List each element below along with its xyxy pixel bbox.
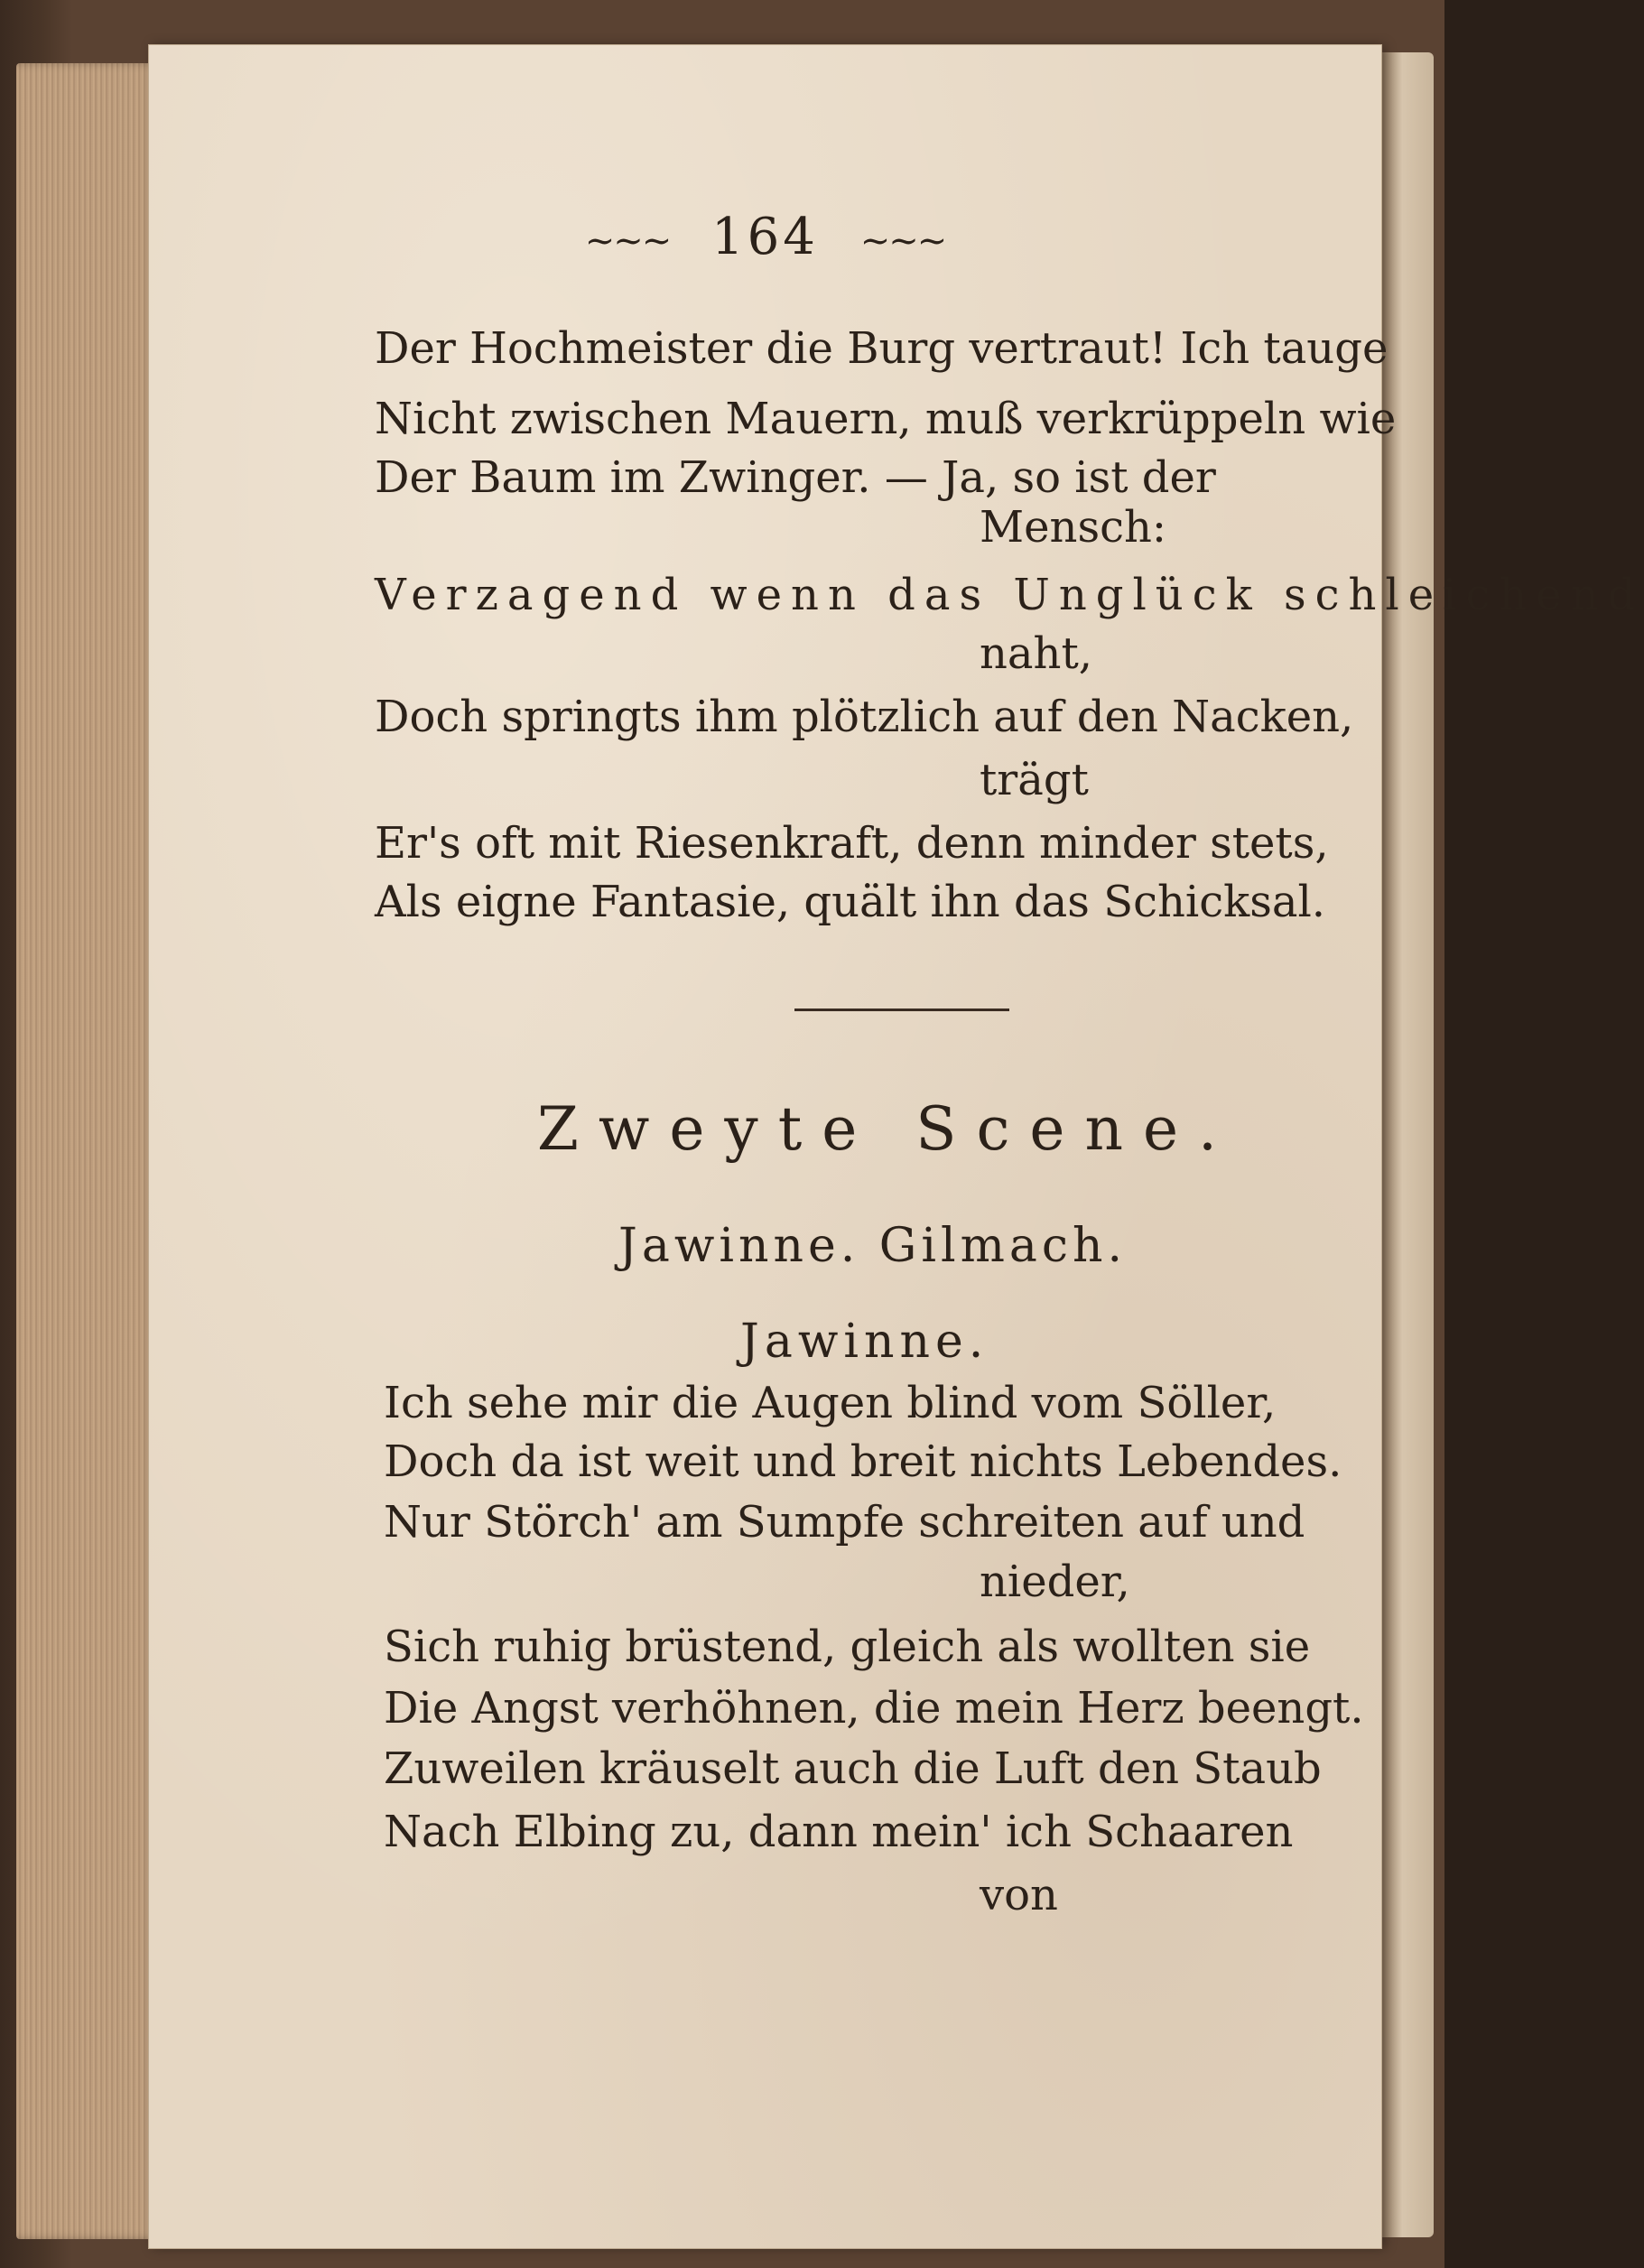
verse-line: Der Hochmeister die Burg vertraut! Ich tauge — [375, 323, 1389, 374]
verse-line: Verzagend wenn das Unglück schleichend — [375, 570, 1644, 620]
verse-line-turnover: Mensch: — [980, 502, 1167, 553]
verse-line: Doch springts ihm plötzlich auf den Nacken, — [375, 692, 1354, 742]
verse-line: Nicht zwischen Mauern, muß verkrüppeln wie — [375, 394, 1397, 444]
verse-line: Die Angst verhöhnen, die mein Herz beengt. — [384, 1683, 1364, 1734]
speaker-name: Jawinne. — [740, 1315, 989, 1369]
scene-title: Zweyte Scene. — [537, 1094, 1238, 1164]
verse-line-turnover: von — [980, 1870, 1058, 1920]
header-ornament-left: ~~~ — [584, 219, 671, 262]
book-page — [149, 45, 1644, 2248]
verse-line-turnover: naht, — [980, 628, 1092, 679]
verse-line-turnover: trägt — [980, 755, 1089, 805]
verse-line: Nur Störch' am Sumpfe schreiten auf und — [384, 1497, 1305, 1548]
verse-line: Als eigne Fantasie, quält ihn das Schicksal. — [375, 877, 1326, 927]
verse-line: Der Baum im Zwinger. — Ja, so ist der — [375, 452, 1216, 503]
verse-line: Er's oft mit Riesenkraft, denn minder stets, — [375, 818, 1329, 869]
page-header — [149, 208, 1381, 266]
facing-page-edge — [1381, 52, 1434, 2237]
persons-list: Jawinne. Gilmach. — [618, 1219, 1128, 1273]
section-divider — [794, 1009, 1009, 1011]
verse-line: Zuweilen kräuselt auch die Luft den Staub — [384, 1743, 1322, 1794]
verse-line: Doch da ist weit und breit nichts Lebendes. — [384, 1436, 1342, 1487]
verse-line: Nach Elbing zu, dann mein' ich Schaaren — [384, 1807, 1294, 1857]
verse-line: Sich ruhig brüstend, gleich als wollten sie — [384, 1622, 1311, 1672]
page-number: 164 — [711, 208, 819, 266]
header-ornament-right: ~~~ — [859, 219, 946, 262]
verse-line-turnover: nieder, — [980, 1557, 1130, 1607]
verse-line: Ich sehe mir die Augen blind vom Söller, — [384, 1378, 1277, 1428]
